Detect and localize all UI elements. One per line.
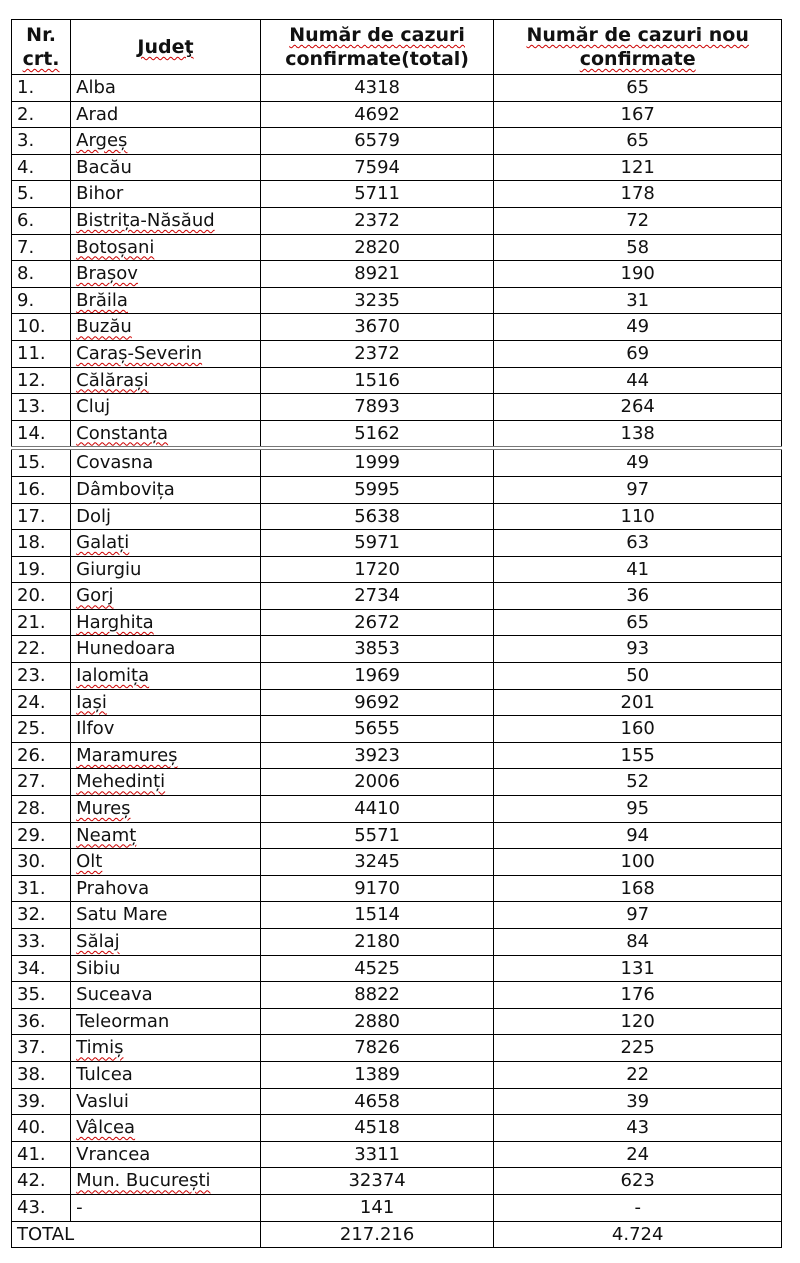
table-row [12,822,782,849]
county-name [71,420,261,448]
new-cases: 138 [494,420,782,448]
new-cases: 65 [494,75,782,102]
row-number: 9. [12,287,71,314]
row-number: 37. [12,1035,71,1062]
table-row [12,636,782,663]
total-cases: 2820 [260,234,494,261]
table-row [12,503,782,530]
new-cases: 65 [494,609,782,636]
county-name-text: Caraș-Severin [76,342,203,364]
county-name-text: Hunedoara [76,638,176,660]
total-cases: 5995 [260,476,494,503]
header-nr-line2: crt. [22,48,60,70]
county-name-text: Brăila [76,289,128,311]
total-cases: 5162 [260,420,494,448]
row-number: 13. [12,394,71,421]
county-name-text: Mun. București [76,1170,211,1192]
row-number: 14. [12,420,71,448]
new-cases: 190 [494,261,782,288]
new-cases: 36 [494,583,782,610]
county-name-text: Ilfov [76,718,115,740]
county-name [71,503,261,530]
total-cases: 5971 [260,530,494,557]
table-row [12,1168,782,1195]
new-cases: 31 [494,287,782,314]
county-name [71,367,261,394]
header-row [12,20,782,75]
county-name-text: Vâlcea [76,1117,136,1139]
row-number: 27. [12,769,71,796]
new-cases: 22 [494,1061,782,1088]
row-number: 11. [12,340,71,367]
county-name-text: Mehedinți [76,771,166,793]
county-name-text: Arad [76,103,119,125]
row-number: 31. [12,875,71,902]
county-name-text: - [76,1196,83,1218]
table-row [12,1008,782,1035]
total-cases: 4525 [260,955,494,982]
county-name-text: Bacău [76,156,132,178]
new-cases: 201 [494,689,782,716]
county-name [71,609,261,636]
county-name [71,340,261,367]
row-number: 24. [12,689,71,716]
county-name-text: Călărași [76,369,149,391]
county-name-text: Teleorman [76,1010,170,1032]
county-name [71,1115,261,1142]
new-cases: 41 [494,556,782,583]
county-name [71,101,261,128]
total-cases: 5655 [260,716,494,743]
new-cases: 49 [494,314,782,341]
new-cases: 120 [494,1008,782,1035]
total-cases: 4518 [260,1115,494,1142]
table-row [12,154,782,181]
total-cases: 3311 [260,1141,494,1168]
total-cases: 32374 [260,1168,494,1195]
row-number: 2. [12,101,71,128]
table-row [12,556,782,583]
county-name-text: Ialomița [76,665,150,687]
county-name-text: Cluj [76,396,111,418]
total-cases: 8921 [260,261,494,288]
header-new-line2: confirmate [579,48,696,70]
total-cases: 1969 [260,663,494,690]
county-name-text: Vaslui [76,1090,129,1112]
total-cases: 7893 [260,394,494,421]
county-name [71,982,261,1009]
table-row [12,181,782,208]
covid-cases-table [11,19,782,1248]
new-cases: 63 [494,530,782,557]
total-cases: 2006 [260,769,494,796]
row-number: 32. [12,902,71,929]
row-number: 41. [12,1141,71,1168]
row-number: 34. [12,955,71,982]
total-cases: 1720 [260,556,494,583]
new-cases: 94 [494,822,782,849]
total-cases: 3235 [260,287,494,314]
new-cases: 225 [494,1035,782,1062]
total-cases: 1514 [260,902,494,929]
table-row [12,207,782,234]
county-name-text: Sibiu [76,957,121,979]
county-name [71,742,261,769]
county-name [71,1035,261,1062]
county-name-text: Bihor [76,183,124,205]
county-name [71,875,261,902]
total-cases: 4692 [260,101,494,128]
new-cases: 168 [494,875,782,902]
county-name [71,476,261,503]
total-cases: 4410 [260,796,494,823]
row-number: 19. [12,556,71,583]
new-cases: 43 [494,1115,782,1142]
county-name-text: Suceava [76,984,153,1006]
county-name-text: Argeș [76,130,128,152]
county-name-text: Brașov [76,263,138,285]
row-number: 4. [12,154,71,181]
total-label: TOTAL [12,1221,261,1248]
header-judet-label: Judeţ [137,36,194,58]
new-cases: 264 [494,394,782,421]
row-number: 5. [12,181,71,208]
total-cases: 141 [260,1194,494,1221]
county-name-text: Mureș [76,798,131,820]
total-cases: 2672 [260,609,494,636]
header-nr-line1: Nr. [26,24,56,46]
new-cases: 160 [494,716,782,743]
new-cases: 39 [494,1088,782,1115]
county-name [71,1168,261,1195]
county-name [71,902,261,929]
total-cases: 3245 [260,849,494,876]
row-number: 3. [12,128,71,155]
county-name-text: Olt [76,851,103,873]
new-cases: 58 [494,234,782,261]
row-number: 10. [12,314,71,341]
county-name-text: Dâmbovița [76,478,175,500]
county-name [71,314,261,341]
county-name [71,1008,261,1035]
total-cases: 4318 [260,75,494,102]
county-name [71,234,261,261]
row-number: 8. [12,261,71,288]
table-row [12,530,782,557]
county-name [71,556,261,583]
new-cases: 65 [494,128,782,155]
county-name [71,75,261,102]
table-row [12,234,782,261]
header-judet [71,20,261,75]
table-row [12,1115,782,1142]
row-number: 17. [12,503,71,530]
new-cases: 623 [494,1168,782,1195]
row-number: 39. [12,1088,71,1115]
row-number: 35. [12,982,71,1009]
county-name [71,261,261,288]
total-cases: 3923 [260,742,494,769]
table-row [12,902,782,929]
county-name-text: Iași [76,691,107,713]
table-row [12,769,782,796]
county-name [71,154,261,181]
new-cases: 155 [494,742,782,769]
county-name [71,1194,261,1221]
county-name-text: Neamț [76,824,137,846]
county-name [71,1061,261,1088]
total-cases: 1516 [260,367,494,394]
new-cases: 44 [494,367,782,394]
row-number: 22. [12,636,71,663]
county-name-text: Maramureș [76,744,178,766]
county-name-text: Prahova [76,877,150,899]
total-cases: 9170 [260,875,494,902]
total-cases: 5711 [260,181,494,208]
table-row [12,75,782,102]
total-cases: 4658 [260,1088,494,1115]
new-cases: 100 [494,849,782,876]
new-cases: 93 [494,636,782,663]
county-name-text: Buzău [76,316,132,338]
row-number: 20. [12,583,71,610]
county-name [71,849,261,876]
table-row [12,340,782,367]
county-name [71,128,261,155]
total-cases: 2880 [260,1008,494,1035]
row-number: 21. [12,609,71,636]
row-number: 33. [12,929,71,956]
county-name [71,929,261,956]
total-cases: 3670 [260,314,494,341]
total-cases: 1389 [260,1061,494,1088]
table-row [12,394,782,421]
county-name [71,769,261,796]
table-row [12,583,782,610]
row-number: 36. [12,1008,71,1035]
total-cases: 7826 [260,1035,494,1062]
county-name [71,955,261,982]
row-number: 26. [12,742,71,769]
total-cases: 6579 [260,128,494,155]
total-cases: 5571 [260,822,494,849]
row-number: 29. [12,822,71,849]
county-name [71,663,261,690]
total-cases: 7594 [260,154,494,181]
total-cases: 1999 [260,448,494,476]
county-name-text: Galați [76,532,130,554]
row-number: 16. [12,476,71,503]
new-cases: 131 [494,955,782,982]
row-number: 28. [12,796,71,823]
county-name [71,448,261,476]
row-number: 18. [12,530,71,557]
total-cases: 2180 [260,929,494,956]
total-new-cases: 4.724 [494,1221,782,1248]
county-name [71,530,261,557]
table-body [12,75,782,1222]
total-cases: 2372 [260,207,494,234]
county-name-text: Vrancea [76,1143,151,1165]
table-row [12,1194,782,1221]
row-number: 15. [12,448,71,476]
row-number: 40. [12,1115,71,1142]
county-name [71,636,261,663]
new-cases: 97 [494,902,782,929]
new-cases: 72 [494,207,782,234]
table-row [12,367,782,394]
table-row [12,1061,782,1088]
new-cases: 121 [494,154,782,181]
table-row [12,796,782,823]
county-name [71,1141,261,1168]
table-row [12,849,782,876]
new-cases: 176 [494,982,782,1009]
row-number: 23. [12,663,71,690]
row-number: 38. [12,1061,71,1088]
total-cases: 2372 [260,340,494,367]
table-row [12,261,782,288]
county-name-text: Gorj [76,585,114,607]
county-name-text: Alba [76,77,116,98]
new-cases: - [494,1194,782,1221]
header-nr [12,20,71,75]
table-row [12,716,782,743]
table-row [12,689,782,716]
table-row [12,1035,782,1062]
new-cases: 49 [494,448,782,476]
county-name [71,394,261,421]
table-row [12,955,782,982]
new-cases: 95 [494,796,782,823]
header-total-line1: Număr de cazuri [289,24,465,46]
table-row [12,742,782,769]
county-name-text: Sălaj [76,931,120,952]
table-row [12,128,782,155]
new-cases: 50 [494,663,782,690]
county-name [71,207,261,234]
table-row [12,420,782,448]
county-name-text: Dolj [76,505,112,527]
table-row [12,101,782,128]
county-name-text: Covasna [76,452,154,474]
table-row [12,448,782,476]
county-name-text: Harghita [76,611,154,633]
new-cases: 52 [494,769,782,796]
county-name-text: Botoșani [76,236,155,258]
header-new [494,20,782,75]
new-cases: 167 [494,101,782,128]
row-number: 1. [12,75,71,102]
row-number: 43. [12,1194,71,1221]
county-name-text: Satu Mare [76,904,168,926]
new-cases: 110 [494,503,782,530]
table-row [12,982,782,1009]
total-cases: 2734 [260,583,494,610]
county-name-text: Constanța [76,422,169,444]
county-name [71,822,261,849]
total-cases: 8822 [260,982,494,1009]
row-number: 12. [12,367,71,394]
total-cases: 3853 [260,636,494,663]
county-name-text: Tulcea [76,1063,133,1085]
county-name [71,689,261,716]
county-name [71,716,261,743]
new-cases: 178 [494,181,782,208]
total-cases: 9692 [260,689,494,716]
row-number: 6. [12,207,71,234]
county-name [71,796,261,823]
table-row [12,1088,782,1115]
table-row [12,875,782,902]
header-new-line1: Număr de cazuri nou [526,24,749,46]
table-row [12,609,782,636]
new-cases: 97 [494,476,782,503]
county-name-text: Timiș [76,1037,124,1059]
county-name-text: Bistrița-Năsăud [76,209,215,231]
total-row [12,1221,782,1248]
table-row [12,663,782,690]
new-cases: 24 [494,1141,782,1168]
table-row [12,476,782,503]
county-name [71,1088,261,1115]
row-number: 7. [12,234,71,261]
county-name [71,287,261,314]
county-name [71,583,261,610]
header-total [260,20,494,75]
table-row [12,314,782,341]
header-total-line2: confirmate(total) [285,48,469,70]
row-number: 42. [12,1168,71,1195]
total-cases: 5638 [260,503,494,530]
county-name-text: Giurgiu [76,558,142,580]
county-name [71,181,261,208]
table-row [12,1141,782,1168]
row-number: 30. [12,849,71,876]
new-cases: 69 [494,340,782,367]
total-cases: 217.216 [260,1221,494,1248]
row-number: 25. [12,716,71,743]
new-cases: 84 [494,929,782,956]
table-row [12,287,782,314]
table-row [12,929,782,956]
